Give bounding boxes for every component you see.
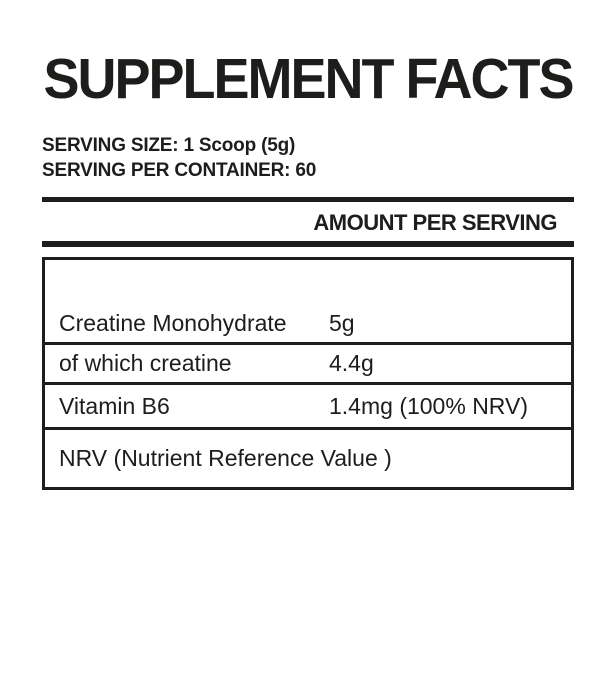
page-title: SUPPLEMENT FACTS [43,47,573,111]
nutrient-amount: 1.4mg (100% NRV) [329,392,528,419]
serving-size-line: SERVING SIZE: 1 Scoop (5g) [42,135,296,156]
nutrient-amount: 4.4g [329,350,374,376]
divider-rule-top [42,197,574,202]
nutrient-name: of which creatine [59,350,232,376]
nutrient-name: Vitamin B6 [59,392,170,419]
label-body [42,133,574,490]
table-row-of-which-creatine [45,345,571,385]
table-row-nrv-footnote [45,430,571,487]
amount-per-serving-header: AMOUNT PER SERVING [313,210,557,235]
serving-info [42,133,574,183]
table-row-vitamin-b6 [45,385,571,430]
nutrient-name: Creatine Monohydrate [59,310,287,336]
table-empty-spacer [45,260,571,305]
serving-per-container-line: SERVING PER CONTAINER: 60 [42,160,317,181]
divider-rule-bottom [42,241,574,247]
table-row-creatine-monohydrate [45,305,571,345]
nutrition-table [42,257,574,490]
nutrient-amount: 5g [329,310,355,336]
nrv-footnote-text: NRV (Nutrient Reference Value ) [59,445,392,471]
